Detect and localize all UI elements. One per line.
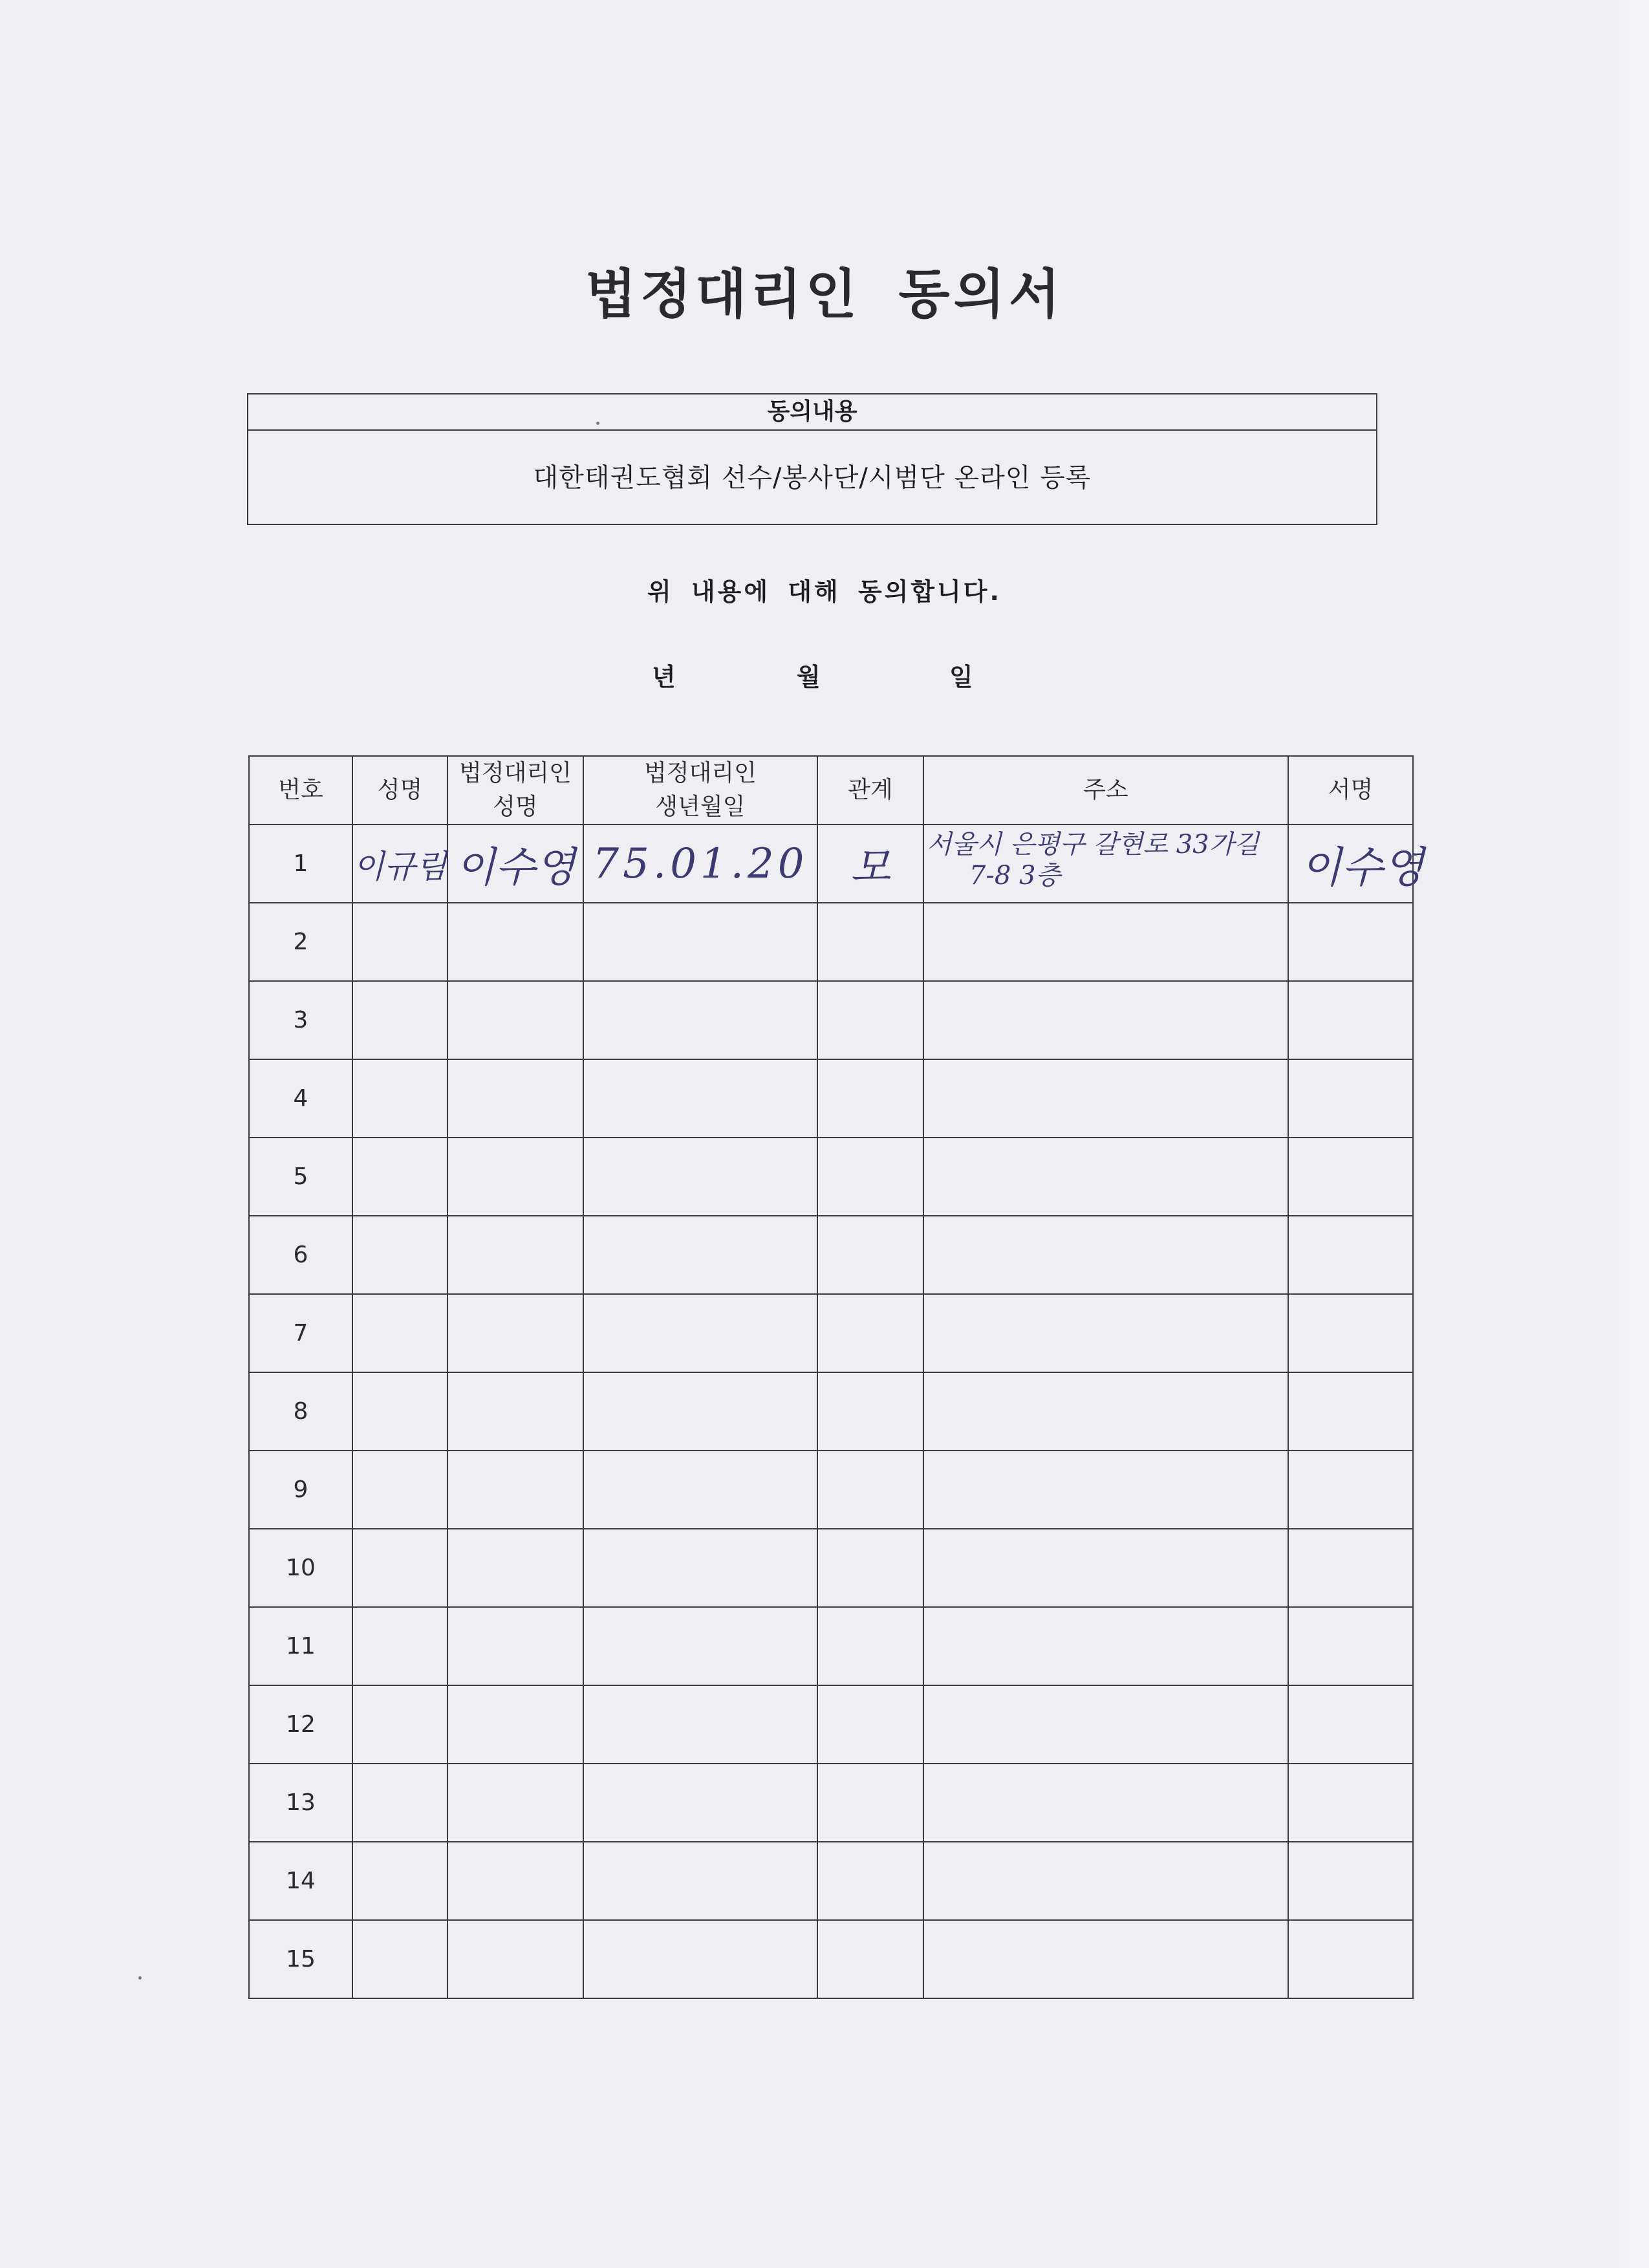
cell-guardian-name — [447, 981, 583, 1059]
handwritten-signature: 이수영 — [1300, 843, 1425, 892]
table-row — [249, 1216, 1413, 1294]
cell-guardian-name — [447, 903, 583, 981]
cell-guardian-birth — [583, 1842, 817, 1920]
cell-address — [923, 1372, 1288, 1451]
table-row — [249, 981, 1413, 1059]
cell-address — [923, 1529, 1288, 1607]
cell-name — [352, 1607, 447, 1685]
cell-signature — [1288, 1451, 1413, 1529]
table-header-row — [249, 756, 1413, 825]
cell-guardian-name — [447, 1059, 583, 1138]
cell-relation — [817, 1451, 923, 1529]
consent-body: 대한태권도협회 선수/봉사단/시범단 온라인 등록 — [533, 463, 1092, 493]
header-guardian-name — [447, 756, 583, 825]
handwritten-address — [924, 829, 1288, 891]
row-number: 15 — [249, 1920, 352, 1998]
cell-name — [352, 1138, 447, 1216]
header-guardian-birth — [583, 756, 817, 825]
row-number: 5 — [249, 1138, 352, 1216]
cell-address — [923, 825, 1288, 903]
cell-name — [352, 1372, 447, 1451]
row-number: 4 — [249, 1059, 352, 1138]
cell-name — [352, 1842, 447, 1920]
handwritten-relation: 모 — [850, 843, 890, 892]
cell-name — [352, 903, 447, 981]
cell-guardian-birth — [583, 1764, 817, 1842]
cell-signature — [1288, 1059, 1413, 1138]
cell-signature — [1288, 1764, 1413, 1842]
cell-address — [923, 1764, 1288, 1842]
cell-name — [352, 1216, 447, 1294]
cell-guardian-birth — [583, 1372, 817, 1451]
cell-signature — [1288, 825, 1425, 903]
row-number: 10 — [249, 1529, 352, 1607]
cell-guardian-birth — [583, 981, 817, 1059]
cell-guardian-birth — [583, 1138, 817, 1216]
cell-signature — [1288, 1920, 1413, 1998]
cell-guardian-name — [447, 1216, 583, 1294]
cell-guardian-birth — [583, 1059, 817, 1138]
cell-relation — [817, 825, 923, 903]
row-number: 2 — [249, 903, 352, 981]
header-relation: 관계 — [817, 756, 923, 825]
header-signature: 서명 — [1288, 756, 1413, 825]
cell-name — [352, 1764, 447, 1842]
table-row — [249, 1920, 1413, 1998]
cell-address — [923, 1138, 1288, 1216]
header-name: 성명 — [352, 756, 447, 825]
cell-guardian-name — [447, 825, 583, 903]
cell-signature — [1288, 1372, 1413, 1451]
table-row — [249, 1059, 1413, 1138]
table-row — [249, 903, 1413, 981]
consent-header: 동의내용 — [248, 394, 1376, 431]
date-month-label: 월 — [797, 663, 821, 691]
guardian-table — [248, 755, 1425, 1999]
header-guardian-name-line2: 성명 — [493, 794, 538, 820]
table-row — [249, 1294, 1413, 1372]
row-number: 11 — [249, 1607, 352, 1685]
cell-signature — [1288, 981, 1413, 1059]
table-row — [249, 1451, 1413, 1529]
paper-edge-shadow — [1610, 0, 1649, 2268]
cell-guardian-name — [447, 1529, 583, 1607]
table-row — [249, 1607, 1413, 1685]
handwritten-address-line1: 서울시 은평구 갈현로 33가길 — [926, 829, 1259, 859]
cell-relation — [817, 1294, 923, 1372]
cell-address — [923, 903, 1288, 981]
document-title: 법정대리인 동의서 — [585, 264, 1064, 325]
row-number: 3 — [249, 981, 352, 1059]
cell-address — [923, 1607, 1288, 1685]
cell-signature — [1288, 1294, 1413, 1372]
cell-relation — [817, 1607, 923, 1685]
cell-guardian-name — [447, 1764, 583, 1842]
cell-signature — [1288, 1216, 1413, 1294]
cell-address — [923, 1842, 1288, 1920]
cell-guardian-birth — [583, 1607, 817, 1685]
date-day-label: 일 — [949, 663, 973, 691]
cell-name — [352, 1920, 447, 1998]
row-number: 1 — [249, 825, 352, 903]
cell-name — [352, 1294, 447, 1372]
cell-guardian-birth — [583, 903, 817, 981]
cell-guardian-birth — [583, 1920, 817, 1998]
consent-box — [247, 393, 1377, 525]
cell-guardian-name — [447, 1842, 583, 1920]
cell-address — [923, 1451, 1288, 1529]
row-number: 9 — [249, 1451, 352, 1529]
cell-guardian-name — [447, 1451, 583, 1529]
cell-relation — [817, 1372, 923, 1451]
table-row — [249, 1529, 1413, 1607]
cell-address — [923, 1920, 1288, 1998]
cell-name — [352, 1059, 447, 1138]
row-number: 7 — [249, 1294, 352, 1372]
cell-guardian-birth — [583, 1529, 817, 1607]
row-number: 6 — [249, 1216, 352, 1294]
cell-relation — [817, 1216, 923, 1294]
scan-speck — [596, 422, 599, 425]
cell-address — [923, 1685, 1288, 1764]
table-row — [249, 1138, 1413, 1216]
table-row — [249, 825, 1413, 903]
cell-signature — [1288, 1685, 1413, 1764]
row-number: 14 — [249, 1842, 352, 1920]
table-row — [249, 1764, 1413, 1842]
handwritten-guardian-birth: 75.01.20 — [592, 839, 808, 888]
cell-address — [923, 1294, 1288, 1372]
cell-name — [352, 825, 447, 903]
cell-guardian-name — [447, 1138, 583, 1216]
cell-relation — [817, 1529, 923, 1607]
header-guardian-name-line1: 법정대리인 — [458, 760, 572, 786]
header-guardian-birth-line2: 생년월일 — [655, 794, 746, 820]
date-year-label: 년 — [652, 663, 676, 691]
table-row — [249, 1372, 1413, 1451]
header-number: 번호 — [249, 756, 352, 825]
cell-guardian-birth — [583, 1685, 817, 1764]
scan-speck — [138, 1976, 142, 1980]
handwritten-guardian-name: 이수영 — [455, 843, 576, 892]
cell-guardian-birth — [583, 1451, 817, 1529]
cell-name — [352, 1529, 447, 1607]
cell-guardian-birth — [583, 1216, 817, 1294]
cell-guardian-name — [447, 1372, 583, 1451]
cell-guardian-name — [447, 1607, 583, 1685]
cell-name — [352, 981, 447, 1059]
table-row — [249, 1842, 1413, 1920]
cell-relation — [817, 981, 923, 1059]
cell-address — [923, 1216, 1288, 1294]
row-number: 12 — [249, 1685, 352, 1764]
cell-name — [352, 1451, 447, 1529]
cell-relation — [817, 1920, 923, 1998]
cell-guardian-name — [447, 1685, 583, 1764]
header-address: 주소 — [923, 756, 1288, 825]
row-number: 13 — [249, 1764, 352, 1842]
cell-relation — [817, 1685, 923, 1764]
cell-signature — [1288, 903, 1413, 981]
handwritten-address-line2: 7-8 3층 — [969, 860, 1061, 891]
cell-name — [352, 1685, 447, 1764]
header-guardian-birth-line1: 법정대리인 — [643, 760, 757, 786]
cell-relation — [817, 903, 923, 981]
cell-address — [923, 981, 1288, 1059]
cell-guardian-birth — [583, 825, 817, 903]
cell-signature — [1288, 1138, 1413, 1216]
row-number: 8 — [249, 1372, 352, 1451]
cell-relation — [817, 1059, 923, 1138]
agree-statement: 위 내용에 대해 동의합니다. — [647, 578, 1002, 606]
cell-guardian-name — [447, 1920, 583, 1998]
cell-signature — [1288, 1842, 1413, 1920]
cell-guardian-name — [447, 1294, 583, 1372]
cell-address — [923, 1059, 1288, 1138]
handwritten-name: 이규림 — [353, 847, 447, 885]
table-row — [249, 1685, 1413, 1764]
cell-relation — [817, 1138, 923, 1216]
cell-relation — [817, 1842, 923, 1920]
cell-relation — [817, 1764, 923, 1842]
cell-guardian-birth — [583, 1294, 817, 1372]
cell-signature — [1288, 1607, 1413, 1685]
cell-signature — [1288, 1529, 1413, 1607]
